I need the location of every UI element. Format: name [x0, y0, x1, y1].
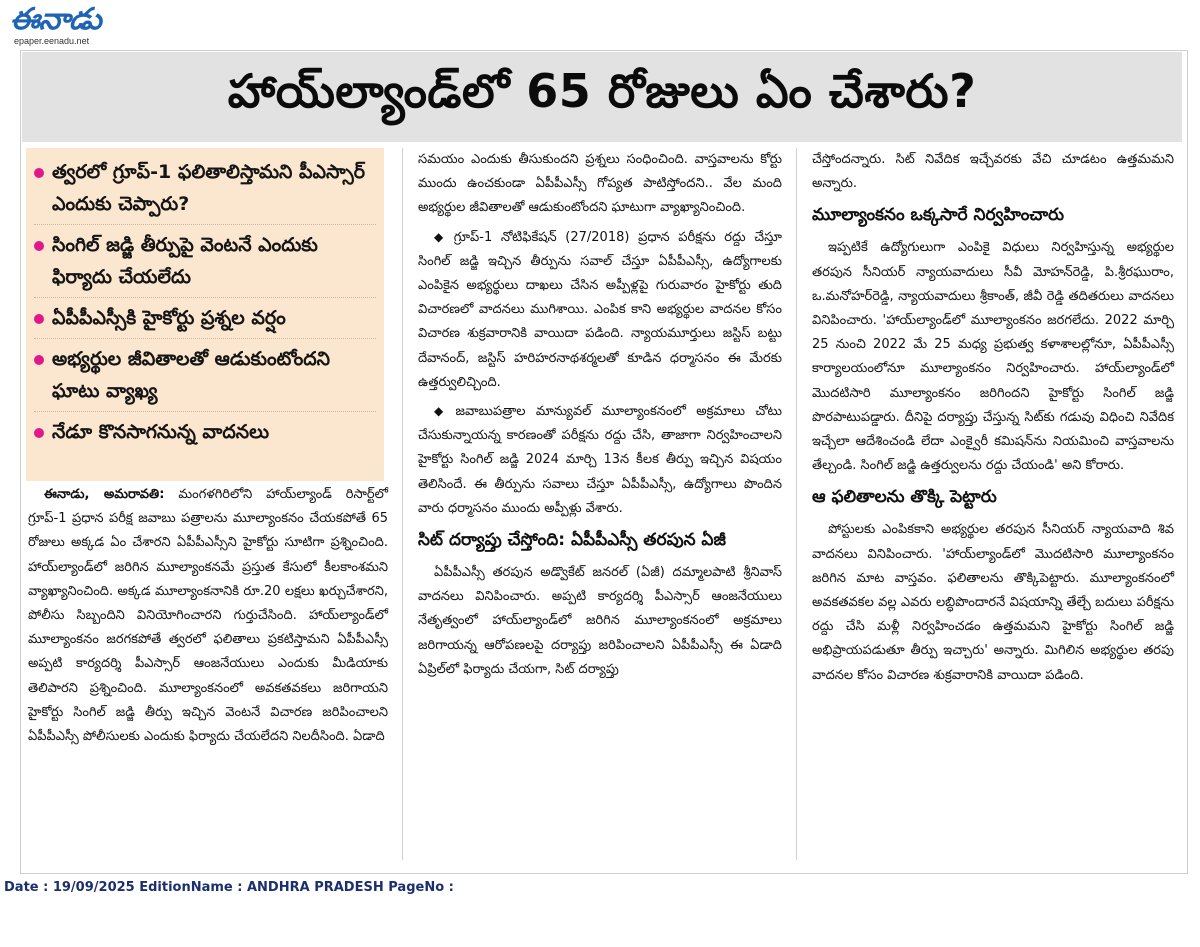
highlight-item [34, 414, 376, 452]
paragraph-text: మంగళగిరిలోని హాయ్‌ల్యాండ్‌ రిసార్ట్‌లో గ్రూప్‌-1 ప్రధాన పరీక్ష జవాబు పత్రాలను మూల్యాంకనం చేయకపోతే 65 రోజులు అక్కడ ఏం చేశారని ఏపీపీఎస్సీని హైకోర్టు సూటిగా ప్రశ్నించింది. హాయ్‌ల్యాండ్‌లో జరిగిన మూల్యాంకనమే ప్రస్తుత కేసులో కీలకాంశమని వ్యాఖ్యానించింది. అక్కడ మూల్యాంకనానికి రూ.20 లక్షలు ఖర్చుచేశారని, పోలీసు సిబ్బందిని వినియోగించారని గుర్తుచేసింది. హాయ్‌ల్యాండ్‌లో మూల్యాంకనం జరగకపోతే త్వరలో ఫలితాలు ప్రకటిస్తామని ఏపీపీఎస్సీ అప్పటి కార్యదర్శి పీఎస్సార్‌ ఆంజనేయులు ఎందుకు మీడియాకు తెలిపారని ప్రశ్నించింది. మూల్యాంకనంలో అవకతవకలు జరిగాయని హైకోర్టు సింగిల్‌ జడ్జి తీర్పు ఇచ్చిన వెంటనే విచారణ జరిపించాలని ఏపీపీఎస్సీ పోలీసులకు ఎందుకు ఫిర్యాదు చేయలేదని నిలదీసింది. ఏడాది [28, 487, 389, 745]
highlight-text: అభ్యర్థుల జీవితాలతో ఆడుకుంటోందని ఘాటు వ్యాఖ్య [52, 348, 330, 402]
edition-footer: Date : 19/09/2025 EditionName : ANDHRA PRADESH PageNo : [4, 880, 454, 895]
article-paragraph: ◆ జవాబుపత్రాల మాన్యువల్‌ మూల్యాంకనంలో అక్రమాలు చోటు చేసుకున్నాయన్న కారణంతో పరీక్షను రద్దు చేసి, తాజాగా నిర్వహించాలని హైకోర్టు సింగిల్‌ జడ్జి 2024 మార్చి 13న కీలక తీర్పు ఇచ్చిన విషయం తెలిసిందే. ఈ తీర్పును సవాలు చేస్తూ ఏపీపీఎస్సీ, ఉద్యోగాలు పొందిన వారు ధర్మాసనం ముందు అప్పీళ్లు వేశారు. [418, 404, 783, 516]
highlight-item [34, 300, 376, 339]
diamond-bullet-icon: ◆ [434, 229, 448, 244]
article-paragraph: చేస్తోందన్నారు. సిట్‌ నివేదిక ఇచ్చేవరకు వేచి చూడటం ఉత్తమమని అన్నారు. [812, 152, 1174, 192]
highlight-text: సింగిల్‌ జడ్జి తీర్పుపై వెంటనే ఎందుకు ఫిర్యాదు చేయలేదు [52, 234, 318, 288]
highlights-box [26, 148, 384, 481]
highlight-text: నేడూ కొనసాగనున్న వాదనలు [52, 421, 270, 443]
masthead [10, 4, 160, 48]
article-column-1 [28, 483, 388, 753]
article-paragraph: ఏపీపీఎస్సీ తరపున అడ్వొకేట్‌ జనరల్‌ (ఏజీ) దమ్మాలపాటి శ్రీనివాస్‌ వాదనలు వినిపించారు. అప్పటి కార్యదర్శి పీఎస్సార్‌ ఆంజనేయులు నేతృత్వంలో హాయ్‌ల్యాండ్‌లో జరిగిన మూల్యాంకనంలో అక్రమాలు జరిగాయన్న ఆరోపణలపై దర్యాప్తు జరిపించాలని ఏపీపీఎస్సీ ఈ ఏడాది ఏప్రిల్‌లో ఫిర్యాదు చేయగా, సిట్‌ దర్యాప్తు [418, 565, 782, 677]
headline: హాయ్‌ల్యాండ్‌లో 65 రోజులు ఏం చేశారు? [227, 64, 977, 118]
highlight-item [34, 154, 376, 225]
bullet-icon [34, 241, 44, 251]
article-paragraph: సమయం ఎందుకు తీసుకుందని ప్రశ్నలు సంధించింది. వాస్తవాలను కోర్టు ముందు ఉంచకుండా ఏపీపీఎస్సీ గోప్యత పాటిస్తోందని.. వేల మంది అభ్యర్థుల జీవితాలతో ఆడుకుంటోందని ఘాటుగా వ్యాఖ్యానించింది. [418, 152, 782, 216]
bullet-icon [34, 314, 44, 324]
highlight-item [34, 227, 376, 298]
site-url: epaper.eenadu.net [14, 36, 90, 46]
column-divider [796, 148, 797, 860]
headline-banner [22, 52, 1182, 142]
article-paragraph: పోస్టులకు ఎంపికకాని అభ్యర్థుల తరపున సీనియర్‌ న్యాయవాది శివ వాదనలు వినిపించారు. 'హాయ్‌ల్యాండ్‌లో మొదటిసారి మూల్యాంకనం జరిగిన మాట వాస్తవం. ఫలితాలను తొక్కిపెట్టారు. మూల్యాంకనంలో అవకతవకల వల్ల ఎవరు లబ్ధిపొందారనే విషయాన్ని తేల్చే బదులు పరీక్షను రద్దు చేసి మళ్లీ నిర్వహించడం ఉత్తమమని హైకోర్టు సింగిల్‌ జడ్జి అభిప్రాయపడుతూ తీర్పు ఇచ్చారు' అన్నారు. మిగిలిన అభ్యర్థుల తరపు వాదనల కోసం విచారణ శుక్రవారానికి వాయిదా పడింది. [812, 522, 1174, 683]
article-paragraph [28, 483, 388, 749]
eenadu-logo: ఈనాడు [10, 2, 101, 37]
article-column-2 [418, 148, 782, 686]
bullet-icon [34, 428, 44, 438]
highlight-item [34, 341, 376, 412]
diamond-bullet-icon: ◆ [434, 404, 450, 419]
article-column-3 [812, 148, 1174, 692]
subheading: సిట్‌ దర్యాప్తు చేస్తోంది: ఏపీపీఎస్సీ తరపున ఏజీ [418, 530, 726, 551]
subheading: ఆ ఫలితాలను తొక్కి పెట్టారు [812, 487, 997, 508]
bullet-icon [34, 355, 44, 365]
column-divider [402, 148, 403, 860]
subheading: మూల్యాంకనం ఒక్కసారే నిర్వహించారు [812, 205, 1065, 226]
dateline: ఈనాడు, అమరావతి: [44, 487, 165, 502]
highlight-text: త్వరలో గ్రూప్‌-1 ఫలితాలిస్తామని పీఎస్సార్‌ ఎందుకు చెప్పారు? [52, 161, 365, 215]
article-paragraph: ◆ గ్రూప్‌-1 నోటిఫికేషన్‌ (27/2018) ప్రధాన పరీక్షను రద్దు చేస్తూ సింగిల్‌ జడ్జి ఇచ్చిన తీర్పును సవాల్‌ చేస్తూ ఏపీపీఎస్సీ, ఉద్యోగాలకు ఎంపికైన అభ్యర్థులు దాఖలు చేసిన అప్పీళ్లపై గురువారం హైకోర్టు తుది విచారణలో వాదనలు ముగిశాయి. ఎంపిక కాని అభ్యర్థుల వాదనల కోసం విచారణ శుక్రవారానికి వాయిదా పడింది. న్యాయమూర్తులు జస్టిస్‌ బట్టు దేవానంద్‌, జస్టిస్‌ హరిహరనాథశర్మలతో కూడిన ధర్మాసనం ఈ మేరకు ఉత్తర్వులిచ్చింది. [418, 229, 782, 390]
article-paragraph: ఇప్పటికే ఉద్యోగులుగా ఎంపికై విధులు నిర్వహిస్తున్న అభ్యర్థుల తరపున సీనియర్‌ న్యాయవాదులు సీవీ మోహన్‌రెడ్డి, పి.శ్రీరఘురాం, ఒ.మనోహర్‌రెడ్డి, న్యాయవాదులు శ్రీకాంత్‌, జీవీ రెడ్డి తదితరులు వాదనలు వినిపించారు. 'హాయ్‌ల్యాండ్‌లో మూల్యాంకనం జరగలేదు. 2022 మార్చి 25 నుంచి 2022 మే 25 మధ్య ప్రభుత్వ కళాశాలల్లోనూ, ఏపీపీఎస్సీ కార్యాలయంలోనూ మూల్యాంకనం నిర్వహించారు. హాయ్‌ల్యాండ్‌లో మొదటిసారి మూల్యాంకనం జరిగిందని హైకోర్టు సింగిల్‌ జడ్జి పొరపాటుపడ్డారు. దీనిపై దర్యాప్తు చేస్తున్న సిట్‌కు గడువు విధించి నివేదిక ఇచ్చేలా ఆదేశించండి లేదా ఎంక్వైరీ కమిషన్‌ను నియమించి వాస్తవాలను తేల్చండి. సింగిల్‌ జడ్జి ఉత్తర్వులను రద్దు చేయండి' అని కోరారు. [812, 240, 1174, 474]
bullet-icon [34, 168, 44, 178]
highlight-text: ఏపీపీఎస్సీకి హైకోర్టు ప్రశ్నల వర్షం [52, 307, 286, 329]
